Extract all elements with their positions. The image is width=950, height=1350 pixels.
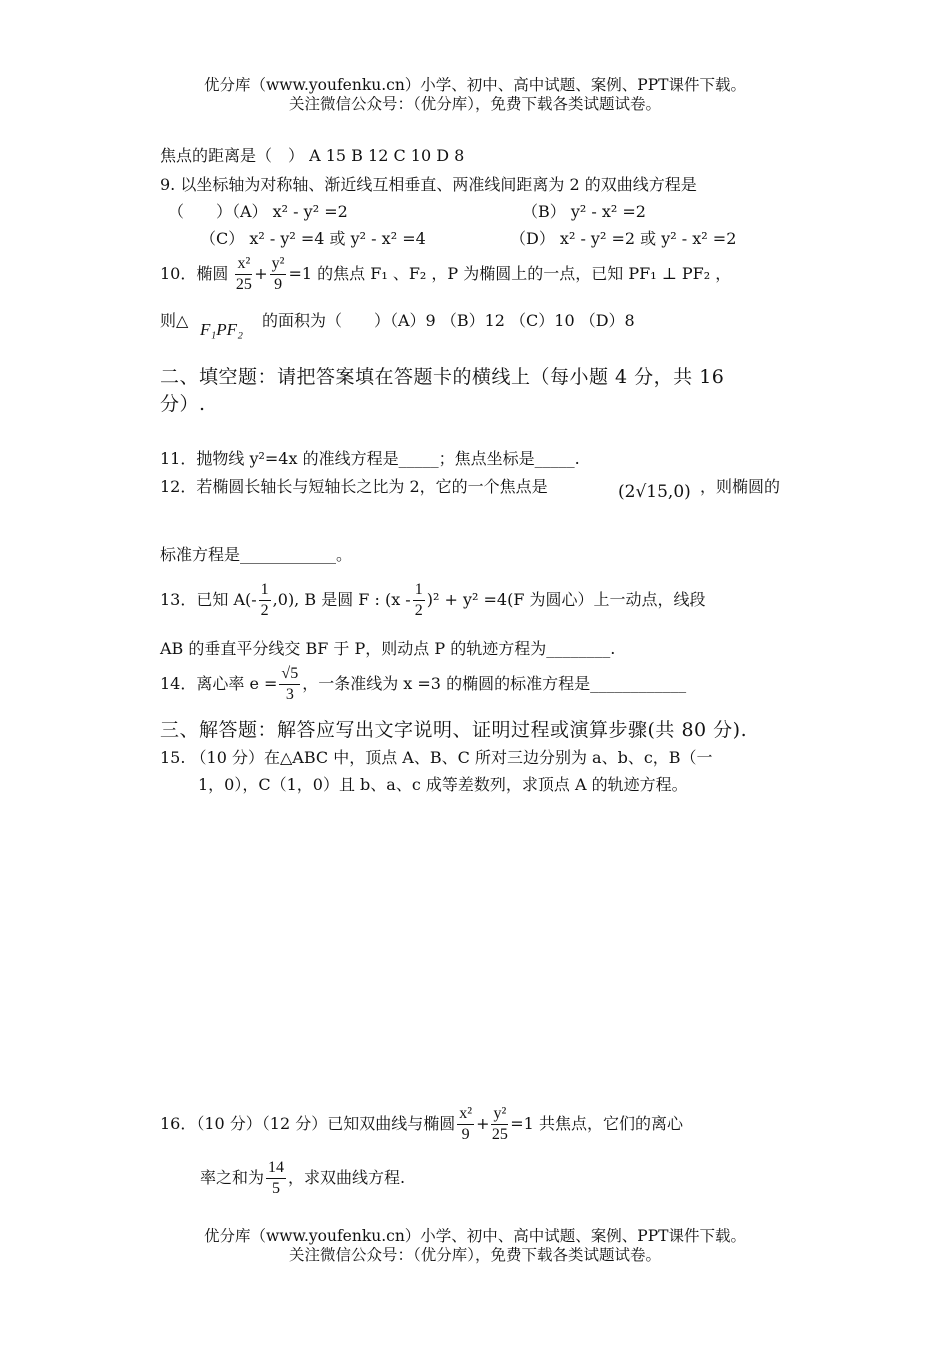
question-9-stem: 9. 以坐标轴为对称轴、渐近线互相垂直、两准线间距离为 2 的双曲线方程是 [160, 175, 697, 194]
question-10-label: 10．椭圆 [160, 264, 229, 283]
question-10-line1: 10．椭圆 $\frac{\text{x²}}{25}$ + $\frac{\text{y²}}{9}$ =1 的焦点 F₁ 、F₂ ，P 为椭圆上的一点，已知 PF₁ ⊥ PF₂ ， [160, 255, 732, 293]
question-10-area: 的面积为（ ）（A）9 （B）12 （C）10 （D）8 [262, 311, 635, 330]
fraction-denominator: 2 [260, 602, 269, 619]
fraction-numerator: y² [491, 1104, 508, 1125]
page-header-line1: 优分库（www.youfenku.cn）小学、初中、高中试题、案例、PPT课件下载。 [203, 76, 747, 94]
fraction-one-half [259, 580, 271, 621]
question-12-tail: ，则椭圆的 [700, 477, 781, 496]
question-16-tail: ，求双曲线方程. [288, 1168, 406, 1187]
fraction-denominator: 25 [491, 1126, 508, 1143]
question-15-line1: 15. （10 分）在△ABC 中，顶点 A、B、C 所对三边分别为 a、b、c，B（一 [160, 748, 713, 767]
question-13-line1 [160, 580, 706, 621]
page-footer-line1: 优分库（www.youfenku.cn）小学、初中、高中试题、案例、PPT课件下载。 [203, 1227, 747, 1245]
question-13-line2: AB 的垂直平分线交 BF 于 P，则动点 P 的轨迹方程为________. [160, 639, 616, 658]
question-9-option-c: （C） x² - y² =4 或 y² - x² =4 [200, 229, 426, 248]
question-14-text: ，一条准线为 x =3 的椭圆的标准方程是____________ [302, 674, 687, 693]
fraction-numerator: 1 [413, 580, 425, 601]
question-12-line2: 标准方程是____________。 [160, 545, 353, 564]
fraction-denominator: 25 [235, 276, 252, 293]
fraction-numerator: x² [235, 254, 252, 275]
section-2-title-cont: 分）. [160, 393, 206, 415]
question-11: 11．抛物线 y²=4x 的准线方程是_____；焦点坐标是_____. [160, 449, 580, 468]
fraction-numerator: 1 [259, 580, 271, 601]
question-9-option-a: （ ）（A） x² - y² =2 [168, 202, 348, 221]
fraction-y2-over-9 [270, 254, 287, 295]
fraction-14-over-5 [266, 1158, 286, 1199]
question-16-text: =1 共焦点，它们的离心 [510, 1114, 683, 1133]
question-14-label: 14．离心率 e = [160, 674, 278, 693]
question-13-circle: ,0), B 是圆 F : (x - [272, 590, 411, 609]
page-header-line2: 关注微信公众号：（优分库），免费下载各类试题试卷。 [288, 95, 661, 113]
question-10-text: =1 的焦点 F₁ 、F₂ ，P 为椭圆上的一点，已知 PF₁ ⊥ PF₂ ， [288, 264, 732, 283]
question-16-line2 [200, 1158, 405, 1199]
question-13-label: 13．已知 [160, 590, 229, 609]
fraction-denominator: 9 [461, 1126, 470, 1143]
page-footer-line2: 关注微信公众号：（优分库），免费下载各类试题试卷。 [288, 1246, 661, 1264]
question-12-line1: 12．若椭圆长轴长与短轴长之比为 2，它的一个焦点是 [160, 477, 548, 496]
fraction-denominator: 5 [272, 1180, 281, 1197]
question-13-text: )² + y² =4(F 为圆心）上一动点，线段 [426, 590, 706, 609]
fraction-numerator: x² [457, 1104, 474, 1125]
question-16-label: 16．（10 分）（12 分）已知双曲线与椭圆 [160, 1114, 456, 1133]
fraction-sqrt5-over-3 [279, 664, 300, 705]
fraction-numerator: 14 [266, 1158, 286, 1179]
question-10-line2 [160, 308, 188, 331]
fraction-x2-over-25 [235, 254, 252, 295]
question-9-option-d: （D） x² - y² =2 或 y² - x² =2 [510, 229, 737, 248]
question-16-sum: 率之和为 [200, 1168, 265, 1187]
question-15-line2: 1，0），C（1，0）且 b、a、c 成等差数列，求顶点 A 的轨迹方程。 [198, 775, 688, 794]
focus-coordinate: (2√15,0) [618, 482, 691, 502]
fraction-x2-over-9 [457, 1104, 474, 1145]
section-3-title: 三、解答题：解答应写出文字说明、证明过程或演算步骤(共 80 分). [160, 719, 748, 741]
section-2-title: 二、填空题：请把答案填在答题卡的横线上（每小题 4 分，共 16 [160, 366, 725, 388]
fraction-one-half-2 [413, 580, 425, 621]
fraction-denominator: 9 [274, 276, 283, 293]
question-8-tail: 焦点的距离是（ ） A 15 B 12 C 10 D 8 [160, 146, 465, 165]
fraction-denominator: 2 [414, 602, 423, 619]
fraction-y2-over-25 [491, 1104, 508, 1145]
point-a: A(- [233, 590, 257, 609]
question-14 [160, 664, 686, 705]
question-10-then: 则△ [160, 311, 189, 330]
question-9-option-b: （B） y² - x² =2 [522, 202, 646, 221]
triangle-label: F₁PF₂ [200, 320, 243, 339]
question-16-line1: 16．（10 分）（12 分）已知双曲线与椭圆 $\frac{\text{x²}}{9}$ + $\frac{\text{y²}}{25}$ =1 共焦点，它们的离心 [160, 1105, 683, 1143]
fraction-denominator: 3 [285, 686, 294, 703]
fraction-numerator: √5 [279, 664, 300, 685]
fraction-numerator: y² [270, 254, 287, 275]
